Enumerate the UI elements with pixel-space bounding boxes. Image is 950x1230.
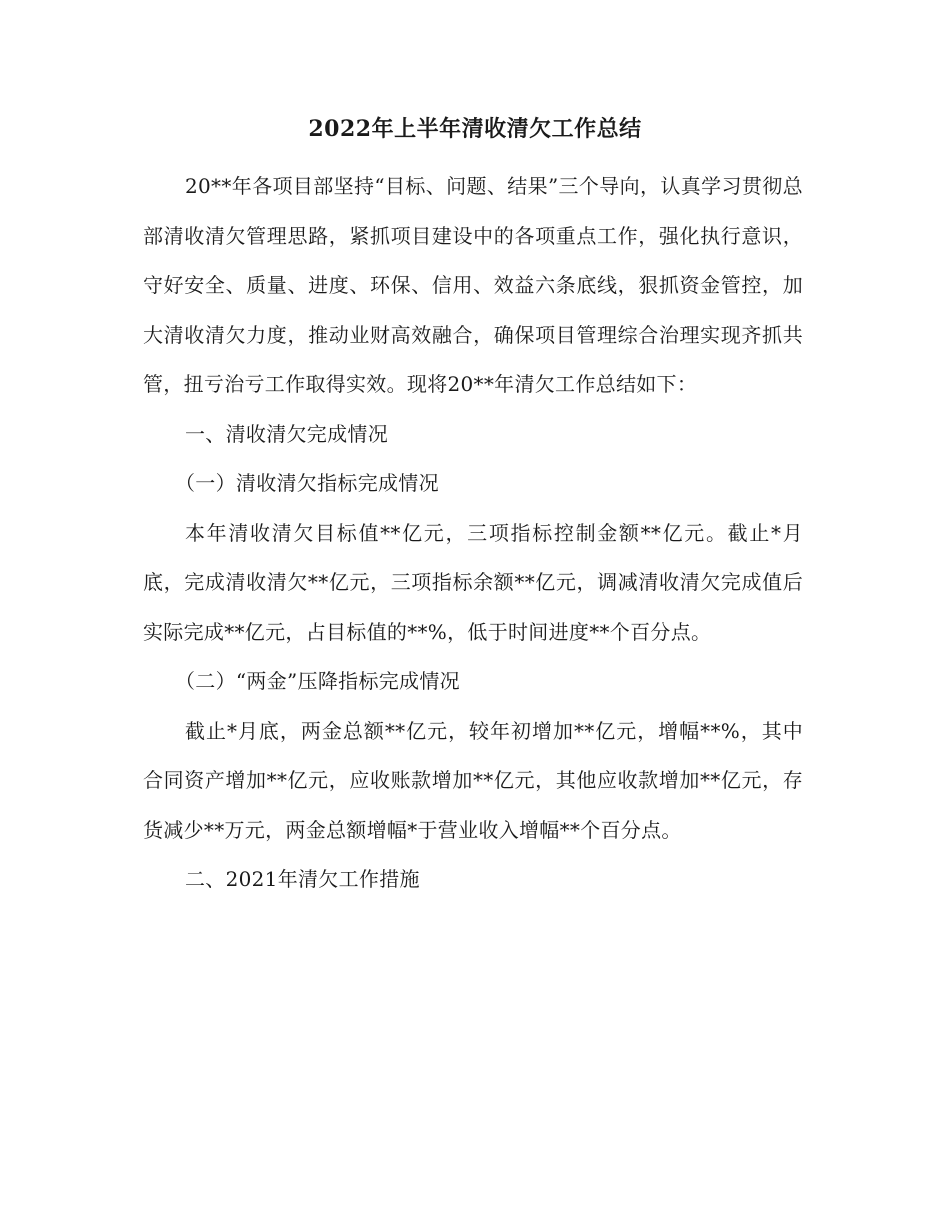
intro-paragraph: 20**年各项目部坚持“目标、问题、结果”三个导向，认真学习贯彻总部清收清欠管理思路，紧抓项目建设中的各项重点工作，强化执行意识，守好安全、质量、进度、环保、信用、效益六条底线，狠抓资金管控，加大清收清欠力度，推动业财高效融合，确保项目管理综合治理实现齐抓共管，扭亏治亏工作取得实效。现将20**年清欠工作总结如下： [143, 174, 803, 396]
section-heading-1: 一、清收清欠完成情况 [185, 421, 388, 446]
document-title: 2022年上半年清收清欠工作总结 [308, 116, 642, 142]
subsection-heading-1: （一）清收清欠指标完成情况 [175, 471, 439, 495]
subsection-heading-2: （二）“两金”压降指标完成情况 [175, 669, 460, 693]
body-paragraph-1: 本年清收清欠目标值**亿元，三项指标控制金额**亿元。截止*月底，完成清收清欠**亿元，三项指标余额**亿元，调减清收清欠完成值后实际完成**亿元，占目标值的**%，低于时间进度**个百分点。 [143, 520, 803, 644]
body-paragraph-2: 截止*月底，两金总额**亿元，较年初增加**亿元，增幅**%，其中合同资产增加**亿元，应收账款增加**亿元，其他应收款增加**亿元，存货减少**万元，两金总额增幅*于营业收入增幅**个百分点。 [143, 718, 803, 842]
section-heading-2: 二、2021年清欠工作措施 [185, 867, 420, 891]
document-body [143, 162, 803, 905]
